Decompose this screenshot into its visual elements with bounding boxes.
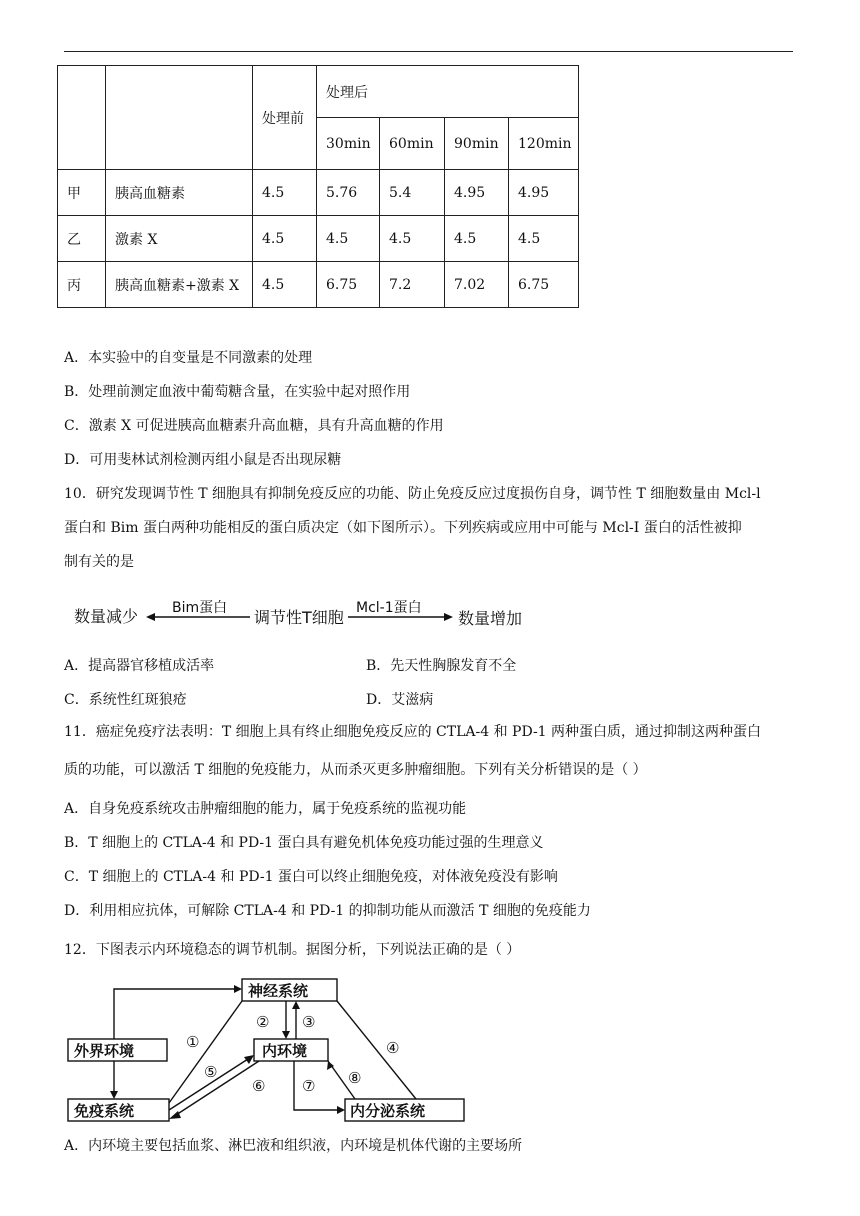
q10-option-b: B．先天性胸腺发育不全 xyxy=(366,658,517,674)
regulatory-t-cell-diagram xyxy=(72,596,532,634)
time-col-header: 120min xyxy=(509,118,579,170)
value-cell: 4.5 xyxy=(380,216,445,262)
nervous-system-label: 神经系统 xyxy=(248,982,309,1000)
arrowhead xyxy=(337,1106,345,1114)
table-header-row xyxy=(58,66,579,118)
value-cell: 4.5 xyxy=(317,216,380,262)
marker-6: ⑥ xyxy=(252,1077,266,1095)
value-cell: 6.75 xyxy=(317,262,380,308)
q9-option-c: C．激素 X 可促进胰高血糖素升高血糖，具有升高血糖的作用 xyxy=(64,418,444,434)
value-cell: 7.2 xyxy=(380,262,445,308)
q11-option-c: C．T 细胞上的 CTLA-4 和 PD-1 蛋白可以终止细胞免疫，对体液免疫没有影响 xyxy=(64,869,558,885)
header-after: 处理后 xyxy=(317,66,579,118)
internal-env-label: 内环境 xyxy=(262,1042,308,1060)
marker-1: ① xyxy=(186,1033,200,1051)
marker-4: ④ xyxy=(386,1039,400,1057)
treatment-cell: 激素 X xyxy=(106,216,253,262)
q9-option-b: B．处理前测定血液中葡萄糖含量，在实验中起对照作用 xyxy=(64,384,411,400)
header-rule xyxy=(64,51,793,52)
value-cell: 4.5 xyxy=(445,216,509,262)
treatment-cell: 胰高血糖素 xyxy=(106,170,253,216)
diagram-center-label: 调节性T细胞 xyxy=(254,608,344,627)
time-col-header: 30min xyxy=(317,118,380,170)
arrowhead xyxy=(282,1031,290,1039)
group-cell: 丙 xyxy=(58,262,106,308)
q12-option-a: A．内环境主要包括血浆、淋巴液和组织液，内环境是机体代谢的主要场所 xyxy=(64,1138,523,1154)
value-cell: 6.75 xyxy=(509,262,579,308)
table-corner-cell xyxy=(58,66,106,170)
q11-stem-line: 11．癌症免疫疗法表明：T 细胞上具有终止细胞免疫反应的 CTLA-4 和 PD-1 两种蛋白质，通过抑制这两种蛋白 xyxy=(64,724,762,740)
q11-option-d: D．利用相应抗体，可解除 CTLA-4 和 PD-1 的抑制功能从而激活 T 细胞的免疫能力 xyxy=(64,903,591,919)
value-cell: 4.5 xyxy=(253,170,317,216)
diagram-mcl-label: Mcl-1蛋白 xyxy=(356,600,422,616)
time-col-header: 90min xyxy=(445,118,509,170)
diagram-right-label: 数量增加 xyxy=(458,609,523,628)
group-cell: 乙 xyxy=(58,216,106,262)
immune-system-label: 免疫系统 xyxy=(74,1102,135,1120)
q11-option-b: B．T 细胞上的 CTLA-4 和 PD-1 蛋白具有避免机体免疫功能过强的生理意义 xyxy=(64,835,544,851)
value-cell: 5.4 xyxy=(380,170,445,216)
marker-3: ③ xyxy=(302,1013,316,1031)
value-cell: 4.5 xyxy=(509,216,579,262)
arrowhead xyxy=(244,1055,254,1064)
arrow-external-to-nervous xyxy=(114,989,236,1039)
q9-option-a: A．本实验中的自变量是不同激素的处理 xyxy=(64,350,313,366)
endocrine-system-label: 内分泌系统 xyxy=(350,1102,426,1120)
header-before: 处理前 xyxy=(253,66,317,170)
marker-2: ② xyxy=(256,1013,270,1031)
q12-stem: 12．下图表示内环境稳态的调节机制。据图分析，下列说法正确的是（ ） xyxy=(64,942,521,958)
q11-stem-line: 质的功能，可以激活 T 细胞的免疫能力，从而杀灭更多肿瘤细胞。下列有关分析错误的是（ ） xyxy=(64,762,647,778)
data-table xyxy=(57,65,579,308)
external-env-label: 外界环境 xyxy=(74,1042,135,1060)
q10-stem-line: 制有关的是 xyxy=(64,554,134,570)
arrow-internal-to-immune xyxy=(176,1061,259,1115)
value-cell: 4.95 xyxy=(445,170,509,216)
table-row xyxy=(58,216,579,262)
time-col-header: 60min xyxy=(380,118,445,170)
line-nervous-immune xyxy=(169,1001,242,1103)
marker-5: ⑤ xyxy=(204,1063,218,1081)
group-cell: 甲 xyxy=(58,170,106,216)
table-corner-cell xyxy=(106,66,253,170)
q10-option-c: C．系统性红斑狼疮 xyxy=(64,692,187,708)
q11-option-a: A．自身免疫系统攻击肿瘤细胞的能力，属于免疫系统的监视功能 xyxy=(64,801,467,817)
value-cell: 4.95 xyxy=(509,170,579,216)
value-cell: 4.5 xyxy=(253,262,317,308)
arrow-left-head xyxy=(146,613,155,621)
diagram-left-label: 数量减少 xyxy=(74,607,139,626)
diagram-bim-label: Bim蛋白 xyxy=(172,600,228,616)
value-cell: 4.5 xyxy=(253,216,317,262)
arrow-right-head xyxy=(444,613,453,621)
marker-7: ⑦ xyxy=(302,1077,316,1095)
homeostasis-regulation-diagram xyxy=(66,977,476,1127)
table-row xyxy=(58,262,579,308)
treatment-cell: 胰高血糖素+激素 X xyxy=(106,262,253,308)
q9-option-d: D．可用斐林试剂检测丙组小鼠是否出现尿糖 xyxy=(64,452,342,468)
arrow-internal-to-endocrine xyxy=(294,1061,339,1110)
q10-option-a: A．提高器官移植成活率 xyxy=(64,658,215,674)
marker-8: ⑧ xyxy=(348,1069,362,1087)
q10-stem-line: 10．研究发现调节性 T 细胞具有抑制免疫反应的功能、防止免疫反应过度损伤自身，调节性 T 细胞数量由 Mcl-l xyxy=(64,486,761,502)
table-row xyxy=(58,170,579,216)
value-cell: 7.02 xyxy=(445,262,509,308)
arrowhead xyxy=(234,985,242,993)
q10-option-d: D．艾滋病 xyxy=(366,692,434,708)
arrowhead xyxy=(110,1091,118,1099)
q10-stem-line: 蛋白和 Bim 蛋白两种功能相反的蛋白质决定（如下图所示）。下列疾病或应用中可能与 Mcl-I 蛋白的活性被抑 xyxy=(64,520,742,536)
value-cell: 5.76 xyxy=(317,170,380,216)
arrowhead xyxy=(292,1001,300,1009)
